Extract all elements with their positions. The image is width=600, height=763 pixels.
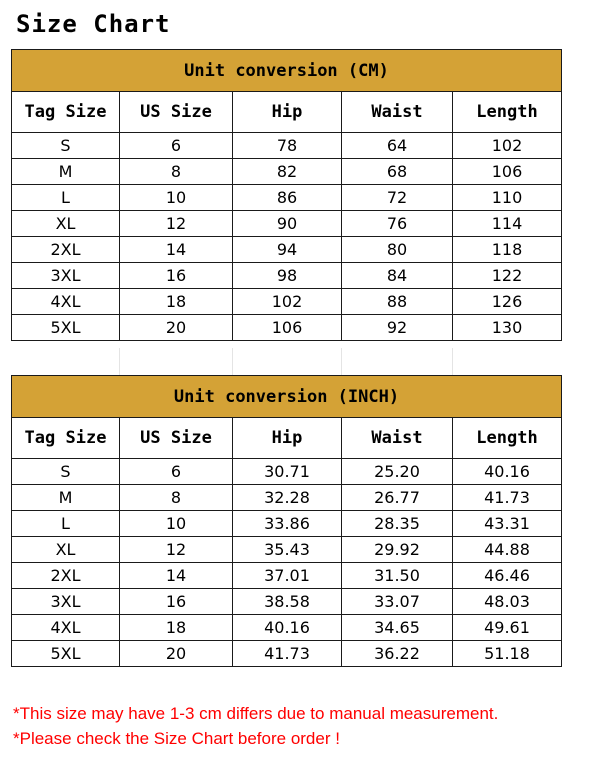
cell-hip: 90: [233, 211, 342, 237]
cell-length: 110: [453, 185, 562, 211]
cell-waist: 92: [342, 315, 453, 341]
column-header-tag-size: Tag Size: [12, 418, 120, 459]
table-row: [12, 237, 562, 263]
cell-length: 44.88: [453, 537, 562, 563]
cell-length: 130: [453, 315, 562, 341]
cell-length: 106: [453, 159, 562, 185]
cell-us-size: 8: [120, 485, 233, 511]
table-row: [12, 511, 562, 537]
cell-hip: 106: [233, 315, 342, 341]
cell-hip: 41.73: [233, 641, 342, 667]
cell-us-size: 10: [120, 511, 233, 537]
column-header-waist: Waist: [342, 418, 453, 459]
cell-us-size: 12: [120, 211, 233, 237]
note-measurement: *This size may have 1-3 cm differs due to manual measurement.: [13, 704, 499, 723]
cell-waist: 80: [342, 237, 453, 263]
cell-length: 43.31: [453, 511, 562, 537]
cell-hip: 94: [233, 237, 342, 263]
cell-tag-size: S: [12, 459, 120, 485]
cell-length: 40.16: [453, 459, 562, 485]
size-table-inch: [11, 375, 562, 667]
cell-us-size: 8: [120, 159, 233, 185]
cell-us-size: 10: [120, 185, 233, 211]
table-banner: Unit conversion (CM): [12, 50, 562, 92]
table-row: [12, 159, 562, 185]
cell-tag-size: S: [12, 133, 120, 159]
cell-waist: 64: [342, 133, 453, 159]
note-check-chart: *Please check the Size Chart before order !: [13, 729, 340, 748]
cell-hip: 30.71: [233, 459, 342, 485]
cell-hip: 82: [233, 159, 342, 185]
cell-tag-size: 2XL: [12, 563, 120, 589]
table-row: [12, 315, 562, 341]
table-row: [12, 589, 562, 615]
cell-tag-size: 5XL: [12, 641, 120, 667]
cell-waist: 28.35: [342, 511, 453, 537]
table-row: [12, 289, 562, 315]
table-row: [12, 263, 562, 289]
cell-us-size: 6: [120, 133, 233, 159]
cell-tag-size: M: [12, 159, 120, 185]
cell-tag-size: 2XL: [12, 237, 120, 263]
cell-hip: 102: [233, 289, 342, 315]
cell-tag-size: 5XL: [12, 315, 120, 341]
cell-hip: 40.16: [233, 615, 342, 641]
column-header-hip: Hip: [233, 418, 342, 459]
cell-tag-size: XL: [12, 537, 120, 563]
cell-us-size: 14: [120, 237, 233, 263]
column-header-us-size: US Size: [120, 418, 233, 459]
cell-tag-size: 3XL: [12, 589, 120, 615]
cell-us-size: 20: [120, 641, 233, 667]
cell-waist: 31.50: [342, 563, 453, 589]
cell-length: 126: [453, 289, 562, 315]
cell-waist: 25.20: [342, 459, 453, 485]
table-spacer: [11, 348, 561, 375]
column-header-tag-size: Tag Size: [12, 92, 120, 133]
table-row: [12, 459, 562, 485]
cell-us-size: 20: [120, 315, 233, 341]
table-row: [12, 641, 562, 667]
cell-length: 41.73: [453, 485, 562, 511]
cell-tag-size: 4XL: [12, 289, 120, 315]
size-table-cm: [11, 49, 562, 341]
column-header-hip: Hip: [233, 92, 342, 133]
table-row: [12, 615, 562, 641]
cell-tag-size: L: [12, 511, 120, 537]
table-row: [12, 133, 562, 159]
cell-waist: 26.77: [342, 485, 453, 511]
table-row: [12, 185, 562, 211]
cell-waist: 68: [342, 159, 453, 185]
cell-tag-size: L: [12, 185, 120, 211]
table-row: [12, 485, 562, 511]
cell-hip: 38.58: [233, 589, 342, 615]
table-row: [12, 211, 562, 237]
cell-hip: 32.28: [233, 485, 342, 511]
cell-length: 48.03: [453, 589, 562, 615]
cell-length: 102: [453, 133, 562, 159]
cell-length: 49.61: [453, 615, 562, 641]
cell-tag-size: M: [12, 485, 120, 511]
cell-waist: 84: [342, 263, 453, 289]
cell-us-size: 12: [120, 537, 233, 563]
cell-tag-size: XL: [12, 211, 120, 237]
cell-us-size: 16: [120, 263, 233, 289]
cell-waist: 88: [342, 289, 453, 315]
cell-waist: 33.07: [342, 589, 453, 615]
cell-us-size: 14: [120, 563, 233, 589]
cell-us-size: 18: [120, 289, 233, 315]
cell-tag-size: 3XL: [12, 263, 120, 289]
cell-waist: 36.22: [342, 641, 453, 667]
cell-waist: 29.92: [342, 537, 453, 563]
table-row: [12, 563, 562, 589]
cell-waist: 72: [342, 185, 453, 211]
table-row: [12, 537, 562, 563]
column-header-waist: Waist: [342, 92, 453, 133]
cell-length: 51.18: [453, 641, 562, 667]
table-banner: Unit conversion (INCH): [12, 376, 562, 418]
cell-hip: 78: [233, 133, 342, 159]
cell-tag-size: 4XL: [12, 615, 120, 641]
page-title: Size Chart: [16, 10, 171, 38]
column-header-us-size: US Size: [120, 92, 233, 133]
cell-length: 118: [453, 237, 562, 263]
cell-hip: 86: [233, 185, 342, 211]
cell-us-size: 18: [120, 615, 233, 641]
cell-us-size: 6: [120, 459, 233, 485]
cell-length: 114: [453, 211, 562, 237]
column-header-length: Length: [453, 92, 562, 133]
cell-hip: 35.43: [233, 537, 342, 563]
cell-hip: 33.86: [233, 511, 342, 537]
cell-waist: 76: [342, 211, 453, 237]
cell-length: 46.46: [453, 563, 562, 589]
cell-length: 122: [453, 263, 562, 289]
cell-hip: 37.01: [233, 563, 342, 589]
cell-waist: 34.65: [342, 615, 453, 641]
cell-hip: 98: [233, 263, 342, 289]
column-header-length: Length: [453, 418, 562, 459]
cell-us-size: 16: [120, 589, 233, 615]
